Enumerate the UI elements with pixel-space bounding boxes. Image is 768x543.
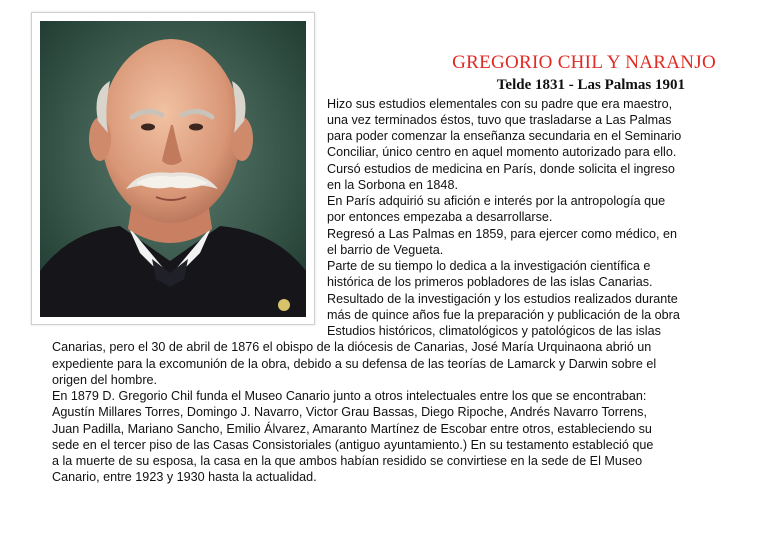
body-line: En 1879 D. Gregorio Chil funda el Museo Canario junto a otros intelectuales entre los que se encontraban: bbox=[52, 389, 647, 403]
body-line: expediente para la excomunión de la obra, debido a su defensa de las teorías de Lamarck y Darwin sobre el bbox=[52, 357, 657, 371]
portrait-frame bbox=[31, 12, 315, 325]
body-line: Conciliar, único centro en aquel momento autorizado para ello. bbox=[327, 145, 677, 159]
body-line: una vez terminados éstos, tuvo que trasladarse a Las Palmas bbox=[327, 113, 672, 127]
body-line: En París adquirió su afición e interés por la antropología que bbox=[327, 194, 666, 208]
body-line: en la Sorbona en 1848. bbox=[327, 178, 458, 192]
body-line: sede en el tercer piso de las Casas Consistoriales (antiguo ayuntamiento.) En su testamento estableció que bbox=[52, 438, 654, 452]
body-line: Parte de su tiempo lo dedica a la investigación científica e bbox=[327, 259, 651, 273]
body-line: histórica de los primeros pobladores de las islas Canarias. bbox=[327, 275, 653, 289]
body-line: para poder comenzar la enseñanza secundaria en el Seminario bbox=[327, 129, 682, 143]
body-line: Juan Padilla, Mariano Sancho, Emilio Álvarez, Amaranto Martínez de Escobar entre otros, estableciendo su bbox=[52, 422, 652, 436]
body-line: Cursó estudios de medicina en París, donde solicita el ingreso bbox=[327, 162, 675, 176]
portrait-photo bbox=[40, 21, 306, 317]
body-line: más de quince años fue la preparación y publicación de la obra bbox=[327, 308, 680, 322]
body-line: Canario, entre 1923 y 1930 hasta la actualidad. bbox=[52, 470, 317, 484]
body-line: origen del hombre. bbox=[52, 373, 158, 387]
body-line: Hizo sus estudios elementales con su padre que era maestro, bbox=[327, 97, 673, 111]
body-line: el barrio de Vegueta. bbox=[327, 243, 444, 257]
page-title: GREGORIO CHIL Y NARANJO bbox=[452, 52, 716, 73]
body-line: Resultado de la investigación y los estudios realizados durante bbox=[327, 292, 678, 306]
body-line: Estudios históricos, climatológicos y patológicos de las islas bbox=[327, 324, 661, 338]
body-line: Agustín Millares Torres, Domingo J. Navarro, Victor Grau Bassas, Diego Ripoche, Andrés Navarro Torrens, bbox=[52, 405, 647, 419]
body-line: por entonces empezaba a desarrollarse. bbox=[327, 210, 553, 224]
body-line: Regresó a Las Palmas en 1859, para ejercer como médico, en bbox=[327, 227, 678, 241]
body-line: a la muerte de su esposa, la casa en la que ambos habían residido se convirtiese en la sede de El Museo bbox=[52, 454, 643, 468]
page-subtitle: Telde 1831 - Las Palmas 1901 bbox=[496, 77, 685, 93]
body-line: Canarias, pero el 30 de abril de 1876 el obispo de la diócesis de Canarias, José María Urquinaona abrió un bbox=[52, 340, 652, 354]
